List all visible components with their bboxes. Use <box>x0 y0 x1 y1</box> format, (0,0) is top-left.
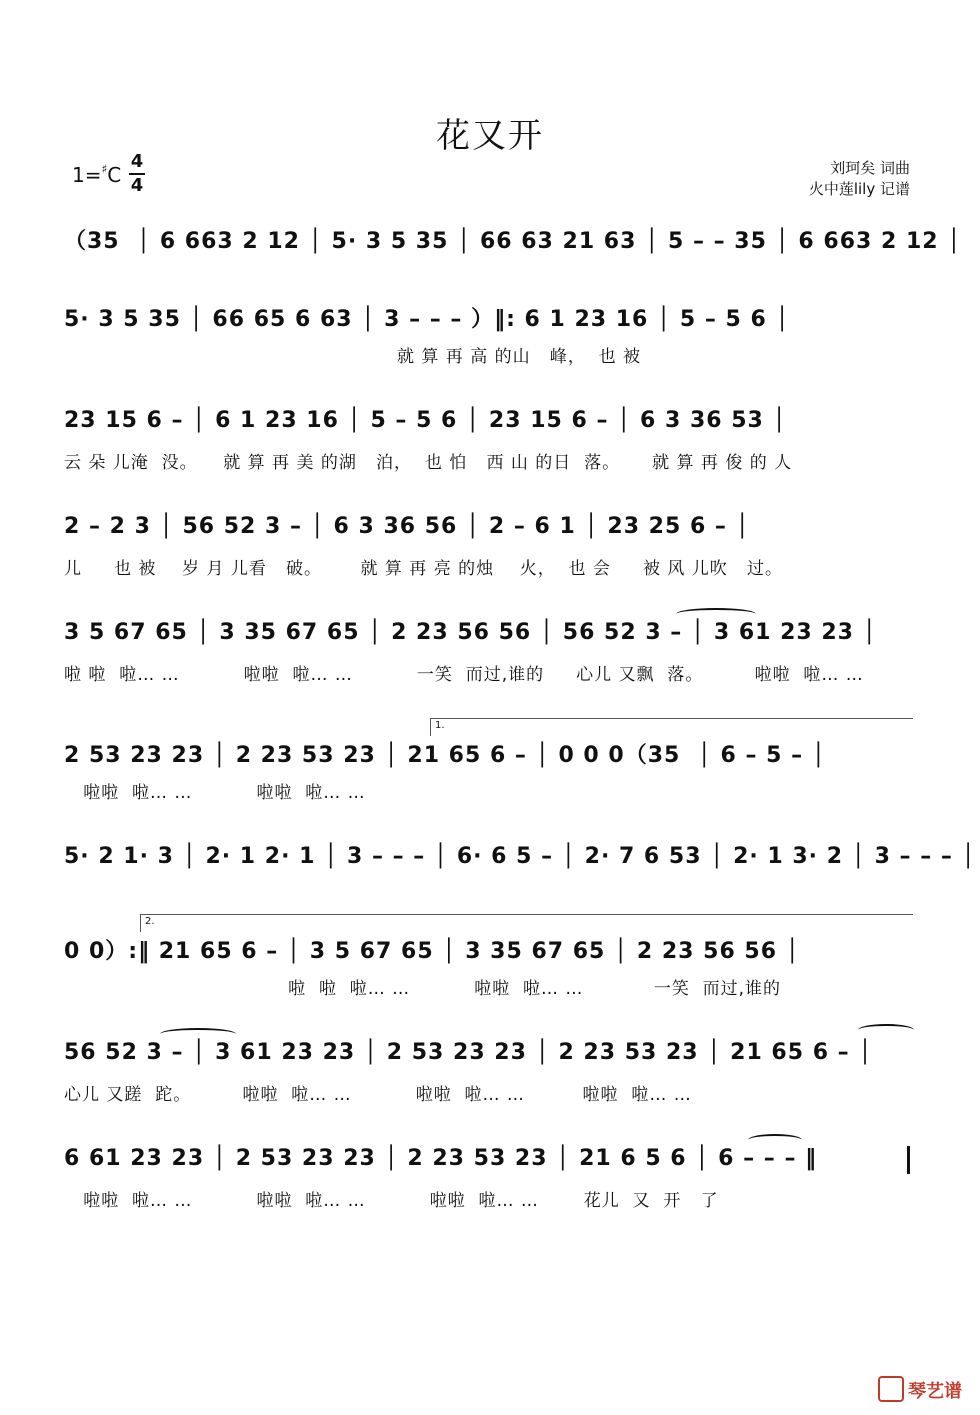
lyrics-row-3: 云 朵 儿淹 没。 就 算 再 美 的湖 泊， 也 怕 西 山 的日 落。 就 算 再 俊 的 人 <box>64 453 793 473</box>
notation-row-8: 0 0）:‖ 21 65 6 – │ 3 5 67 65 │ 3 35 67 65 │ 2 23 56 56 │ <box>64 939 800 964</box>
time-signature-top: 4 <box>130 151 144 172</box>
lyrics-row-10: 啦啦 啦… … 啦啦 啦… … 啦啦 啦… … 花儿 又 开 了 <box>64 1191 719 1211</box>
tie-arc <box>748 1134 802 1146</box>
notation-row-1: （35 │ 6 663 2 12 │ 5· 3 5 35 │ 66 63 21 63 │ 5 – – 35 │ 6 663 2 12 │ <box>64 229 962 254</box>
key-prefix: 1= <box>72 163 102 187</box>
notation-row-5: 3 5 67 65 │ 3 35 67 65 │ 2 23 56 56 │ 56 52 3 – │ 3 61 23 23 │ <box>64 620 877 645</box>
lyrics-row-8: 啦 啦 啦… … 啦啦 啦… … 一笑 而过,谁的 <box>64 979 782 999</box>
lyrics-row-6: 啦啦 啦… … 啦啦 啦… … <box>64 783 366 803</box>
transcriber: 火中莲lily 记谱 <box>808 180 910 198</box>
sharp-symbol: ♯ <box>101 162 108 176</box>
first-ending-bracket: 1. <box>430 718 913 736</box>
tie-arc <box>676 608 756 620</box>
lyrics-row-2: 就 算 再 高 的山 峰， 也 被 <box>64 347 642 367</box>
watermark <box>878 1376 962 1403</box>
second-ending-bracket: 2. <box>140 914 913 932</box>
notation-row-4: 2 – 2 3 │ 56 52 3 – │ 6 3 36 56 │ 2 – 6 1 │ 23 25 6 – │ <box>64 514 750 539</box>
logo-icon <box>878 1376 904 1402</box>
tie-arc <box>858 1024 914 1036</box>
final-barline <box>907 1146 910 1174</box>
lyrics-row-9: 心儿 又蹉 跎。 啦啦 啦… … 啦啦 啦… … 啦啦 啦… … <box>64 1085 692 1105</box>
lyricist-composer: 刘珂矣 词曲 <box>830 159 910 177</box>
lyrics-row-5: 啦 啦 啦… … 啦啦 啦… … 一笑 而过,谁的 心儿 又飘 落。 啦啦 啦… … <box>64 665 864 685</box>
score-title: 花又开 <box>436 116 544 156</box>
notation-row-10: 6 61 23 23 │ 2 53 23 23 │ 2 23 53 23 │ 21 6 5 6 │ 6 – – – ‖ <box>64 1146 818 1171</box>
notation-row-6: 2 53 23 23 │ 2 23 53 23 │ 21 65 6 – │ 0 0 0（35 │ 6 – 5 – │ <box>64 743 827 768</box>
notation-row-3: 23 15 6 – │ 6 1 23 16 │ 5 – 5 6 │ 23 15 6 – │ 6 3 36 53 │ <box>64 408 787 433</box>
key-signature <box>72 162 121 187</box>
watermark-text: 琴艺谱 <box>908 1381 962 1402</box>
notation-row-7: 5· 2 1· 3 │ 2· 1 2· 1 │ 3 – – – │ 6· 6 5 – │ 2· 7 6 53 │ 2· 1 3· 2 │ 3 – – – │ <box>64 844 976 869</box>
notation-row-2: 5· 3 5 35 │ 66 65 6 63 │ 3 – – – ）‖: 6 1 23 16 │ 5 – 5 6 │ <box>64 307 790 332</box>
lyrics-row-4: 儿 也 被 岁 月 儿看 破。 就 算 再 亮 的烛 火， 也 会 被 风 儿吹 过。 <box>64 559 783 579</box>
time-signature-bottom: 4 <box>130 175 144 196</box>
credits <box>809 158 910 200</box>
tie-arc <box>160 1028 236 1040</box>
key-note: C <box>107 163 122 187</box>
notation-row-9: 56 52 3 – │ 3 61 23 23 │ 2 53 23 23 │ 2 23 53 23 │ 21 65 6 – │ <box>64 1040 873 1065</box>
time-signature <box>128 152 146 196</box>
